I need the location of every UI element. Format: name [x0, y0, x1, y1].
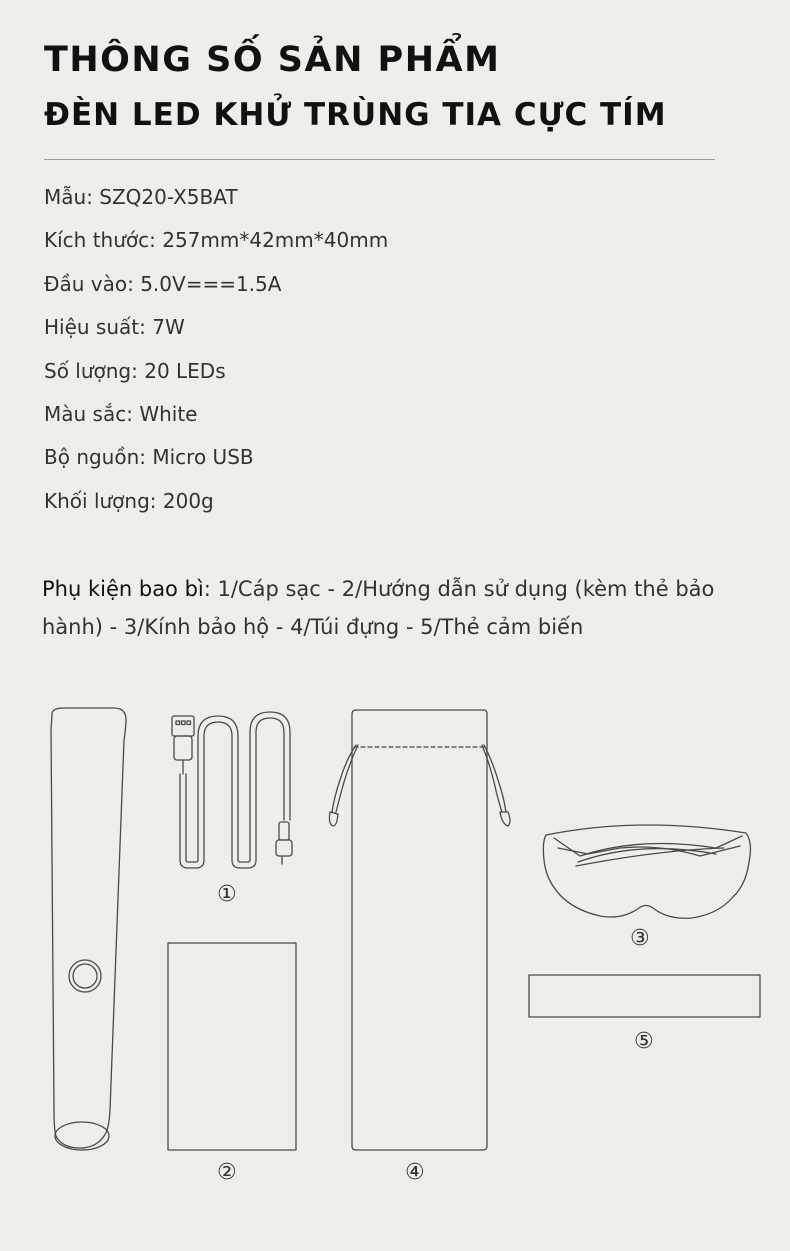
- accessories-list: : 1/Cáp sạc - 2/Hướng dẫn sử dụng (kèm thẻ bảo hành) - 3/Kính bảo hộ - 4/Túi đựng - 5/Thẻ cảm biến: [42, 577, 715, 639]
- label-5: ⑤: [634, 1029, 654, 1054]
- spec-list: [44, 176, 388, 523]
- label-4: ④: [405, 1160, 425, 1185]
- spec-model: Mẫu: SZQ20-X5BAT: [44, 185, 238, 209]
- spec-power: Hiệu suất: 7W: [44, 315, 185, 340]
- spec-input: Đầu vào: 5.0V===1.5A: [44, 271, 282, 296]
- manual-icon: [168, 943, 296, 1150]
- page-subtitle: ĐÈN LED KHỬ TRÙNG TIA CỰC TÍM: [44, 97, 667, 133]
- accessories-text: [42, 570, 742, 646]
- spec-weight: Khối lượng: 200g: [44, 488, 214, 513]
- accessories-lead: Phụ kiện bao bì: [42, 577, 204, 601]
- spec-size: Kích thước: 257mm*42mm*40mm: [44, 228, 389, 253]
- label-2: ②: [217, 1160, 237, 1185]
- spec-color: Màu sắc: White: [44, 402, 198, 427]
- package-illustration: [0, 690, 790, 1220]
- safety-goggles-icon: [543, 825, 750, 918]
- divider: [44, 159, 715, 160]
- pouch-icon: [329, 710, 510, 1150]
- sensor-card-icon: [529, 975, 760, 1017]
- spec-power-source: Bộ nguồn: Micro USB: [44, 445, 254, 470]
- label-3: ③: [630, 926, 650, 951]
- uv-lamp-icon: [51, 708, 126, 1150]
- label-1: ①: [217, 882, 237, 907]
- page-title: THÔNG SỐ SẢN PHẨM: [44, 40, 501, 80]
- charging-cable-icon: [172, 712, 292, 868]
- spec-led-count: Số lượng: 20 LEDs: [44, 358, 226, 383]
